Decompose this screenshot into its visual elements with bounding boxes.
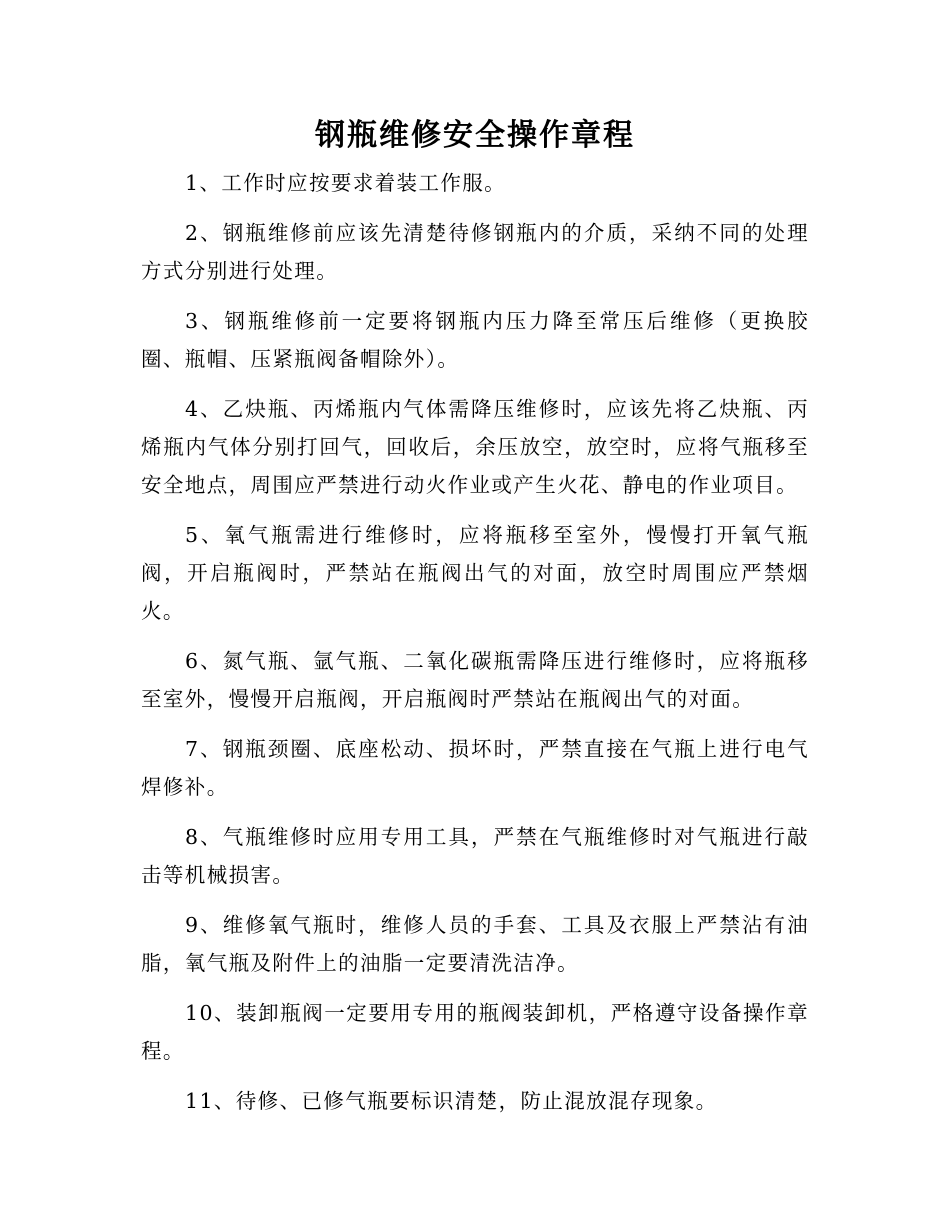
paragraph-11: 11、待修、已修气瓶要标识清楚，防止混放混存现象。 xyxy=(185,1089,718,1113)
paragraph-1: 1、工作时应按要求着装工作服。 xyxy=(185,171,507,195)
page-title: 钢瓶维修安全操作章程 xyxy=(315,118,635,153)
paragraph-9: 9、维修氧气瓶时，维修人员的手套、工具及衣服上严禁沾有油脂，氧气瓶及附件上的油脂一定要清洗洁净。 xyxy=(141,913,809,975)
paragraph-5: 5、氧气瓶需进行维修时，应将瓶移至室外，慢慢打开氧气瓶阀，开启瓶阀时，严禁站在瓶阀出气的对面，放空时周围应严禁烟火。 xyxy=(141,523,809,623)
paragraph-7: 7、钢瓶颈圈、底座松动、损坏时，严禁直接在气瓶上进行电气焊修补。 xyxy=(141,737,809,799)
paragraph-3: 3、钢瓶维修前一定要将钢瓶内压力降至常压后维修（更换胶圈、瓶帽、压紧瓶阀备帽除外）。 xyxy=(141,309,809,371)
paragraph-2: 2、钢瓶维修前应该先清楚待修钢瓶内的介质，采纳不同的处理方式分别进行处理。 xyxy=(141,221,809,283)
document-body xyxy=(141,164,809,1132)
paragraph-6: 6、氮气瓶、氩气瓶、二氧化碳瓶需降压进行维修时，应将瓶移至室外，慢慢开启瓶阀，开启瓶阀时严禁站在瓶阀出气的对面。 xyxy=(141,649,809,711)
paragraph-10: 10、装卸瓶阀一定要用专用的瓶阀装卸机，严格遵守设备操作章程。 xyxy=(141,1001,809,1063)
paragraph-4: 4、乙炔瓶、丙烯瓶内气体需降压维修时，应该先将乙炔瓶、丙烯瓶内气体分别打回气，回收后，余压放空，放空时，应将气瓶移至安全地点，周围应严禁进行动火作业或产生火花、静电的作业项目。 xyxy=(141,397,809,497)
paragraph-8: 8、气瓶维修时应用专用工具，严禁在气瓶维修时对气瓶进行敲击等机械损害。 xyxy=(141,825,809,887)
